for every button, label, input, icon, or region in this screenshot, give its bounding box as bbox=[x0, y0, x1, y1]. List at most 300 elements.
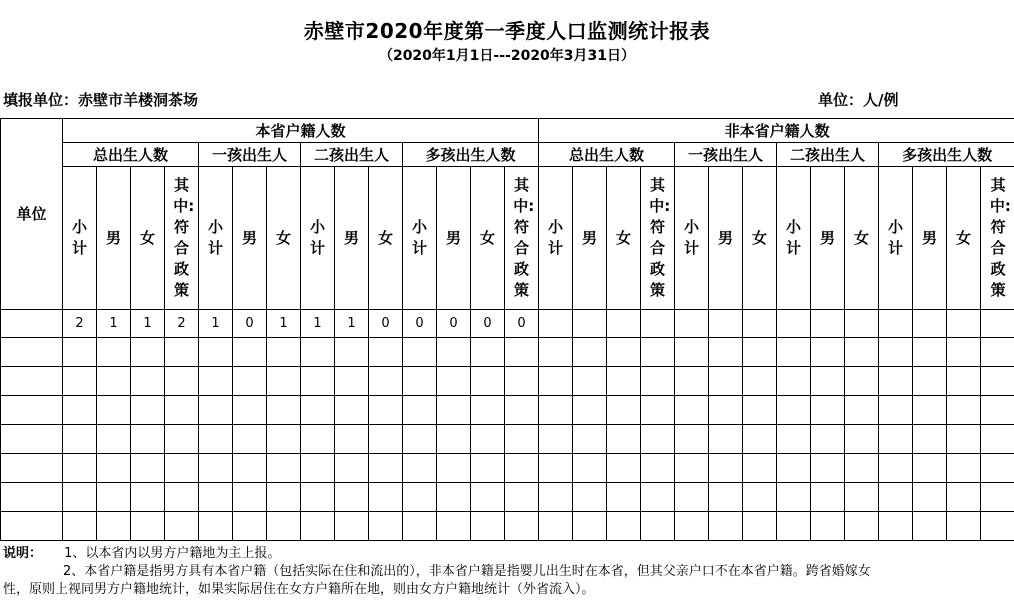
row-unit-cell bbox=[1, 338, 63, 367]
table-cell bbox=[879, 454, 913, 483]
col-header-subtotal bbox=[63, 167, 97, 310]
table-cell bbox=[233, 367, 267, 396]
table-cell: 0 bbox=[369, 310, 403, 338]
table-cell bbox=[131, 454, 165, 483]
table-cell bbox=[267, 425, 301, 454]
table-cell bbox=[131, 425, 165, 454]
table-cell bbox=[709, 367, 743, 396]
col-header-female bbox=[131, 167, 165, 310]
table-row bbox=[1, 396, 1014, 425]
row-unit-cell bbox=[1, 367, 63, 396]
table-cell bbox=[97, 425, 131, 454]
table-cell bbox=[607, 512, 641, 541]
table-cell bbox=[811, 483, 845, 512]
table-cell bbox=[471, 396, 505, 425]
col-header-label: 小计 bbox=[684, 218, 700, 257]
table-cell bbox=[335, 367, 369, 396]
col-header-label: 男 bbox=[241, 228, 257, 247]
col-header-male bbox=[811, 167, 845, 310]
table-cell bbox=[437, 483, 471, 512]
table-cell bbox=[505, 425, 539, 454]
col-header-policy bbox=[981, 167, 1014, 310]
table-cell bbox=[539, 512, 573, 541]
table-cell bbox=[777, 483, 811, 512]
table-cell bbox=[641, 454, 675, 483]
table-cell bbox=[437, 512, 471, 541]
table-cell bbox=[199, 512, 233, 541]
subgroup-header-local-0: 总出生人数 bbox=[63, 143, 199, 167]
table-cell bbox=[97, 512, 131, 541]
table-cell bbox=[743, 454, 777, 483]
table-cell bbox=[573, 425, 607, 454]
table-cell bbox=[165, 425, 199, 454]
table-cell bbox=[505, 338, 539, 367]
table-cell bbox=[879, 512, 913, 541]
table-cell bbox=[301, 338, 335, 367]
table-cell bbox=[913, 454, 947, 483]
table-cell bbox=[471, 512, 505, 541]
table-cell bbox=[947, 310, 981, 338]
table-cell bbox=[981, 483, 1014, 512]
table-cell bbox=[165, 367, 199, 396]
table-cell bbox=[811, 367, 845, 396]
table-cell bbox=[539, 454, 573, 483]
table-cell bbox=[131, 512, 165, 541]
subgroup-header-nonlocal-2: 二孩出生人 bbox=[777, 143, 879, 167]
table-cell bbox=[777, 338, 811, 367]
table-cell bbox=[539, 367, 573, 396]
table-cell bbox=[131, 338, 165, 367]
table-cell bbox=[63, 396, 97, 425]
table-cell bbox=[471, 425, 505, 454]
subgroup-header-nonlocal-1: 一孩出生人 bbox=[675, 143, 777, 167]
table-cell bbox=[981, 512, 1014, 541]
subgroup-header-local-3: 多孩出生人数 bbox=[403, 143, 539, 167]
table-cell bbox=[709, 396, 743, 425]
table-cell bbox=[641, 512, 675, 541]
table-cell bbox=[301, 425, 335, 454]
table-cell bbox=[97, 483, 131, 512]
notes bbox=[3, 545, 1008, 599]
table-cell bbox=[777, 310, 811, 338]
table-cell: 2 bbox=[165, 310, 199, 338]
table-cell bbox=[709, 483, 743, 512]
table-cell bbox=[641, 367, 675, 396]
table-cell bbox=[573, 310, 607, 338]
table-cell bbox=[913, 425, 947, 454]
table-cell bbox=[641, 310, 675, 338]
table-cell bbox=[641, 425, 675, 454]
table-cell bbox=[981, 338, 1014, 367]
col-header-label: 女 bbox=[139, 228, 155, 247]
table-cell bbox=[743, 512, 777, 541]
table-cell bbox=[165, 396, 199, 425]
table-cell bbox=[607, 367, 641, 396]
table-row bbox=[1, 338, 1014, 367]
table-cell bbox=[165, 512, 199, 541]
table-cell: 0 bbox=[437, 310, 471, 338]
notes-lead: 说明： bbox=[3, 546, 43, 561]
col-header-label: 小计 bbox=[548, 218, 564, 257]
table-cell bbox=[641, 483, 675, 512]
table-cell bbox=[505, 483, 539, 512]
col-header-female bbox=[845, 167, 879, 310]
table-cell bbox=[369, 425, 403, 454]
table-cell bbox=[471, 483, 505, 512]
table-cell bbox=[505, 367, 539, 396]
subgroup-header-local-2: 二孩出生人 bbox=[301, 143, 403, 167]
col-header-label: 男 bbox=[445, 228, 461, 247]
table-cell bbox=[913, 367, 947, 396]
table-cell bbox=[301, 367, 335, 396]
table-cell bbox=[403, 483, 437, 512]
table-cell: 0 bbox=[233, 310, 267, 338]
table-cell: 1 bbox=[301, 310, 335, 338]
table-cell bbox=[675, 454, 709, 483]
table-cell bbox=[845, 512, 879, 541]
table-row bbox=[1, 367, 1014, 396]
row-unit-cell bbox=[1, 425, 63, 454]
table-cell: 2 bbox=[63, 310, 97, 338]
col-header-label: 小计 bbox=[786, 218, 802, 257]
table-cell bbox=[63, 425, 97, 454]
table-cell bbox=[981, 367, 1014, 396]
table-cell bbox=[947, 367, 981, 396]
table-cell bbox=[539, 425, 573, 454]
table-cell bbox=[981, 425, 1014, 454]
table-cell bbox=[233, 425, 267, 454]
table-cell bbox=[607, 425, 641, 454]
table-cell bbox=[369, 454, 403, 483]
col-header-male bbox=[709, 167, 743, 310]
col-header-label: 女 bbox=[479, 228, 495, 247]
table-cell bbox=[267, 512, 301, 541]
table-cell bbox=[471, 338, 505, 367]
table-cell: 1 bbox=[199, 310, 233, 338]
table-cell bbox=[675, 367, 709, 396]
row-unit-cell bbox=[1, 396, 63, 425]
table-cell bbox=[369, 338, 403, 367]
col-header-label: 小计 bbox=[309, 218, 325, 257]
table-cell bbox=[743, 425, 777, 454]
table-cell bbox=[845, 454, 879, 483]
table-cell bbox=[777, 454, 811, 483]
col-header-label: 男 bbox=[718, 228, 734, 247]
table-cell bbox=[301, 454, 335, 483]
table-cell bbox=[335, 425, 369, 454]
table-cell bbox=[403, 454, 437, 483]
table-cell bbox=[233, 454, 267, 483]
table-cell bbox=[335, 512, 369, 541]
reporting-unit: 填报单位：赤壁市羊楼洞茶场 bbox=[3, 91, 199, 109]
table-cell bbox=[403, 367, 437, 396]
group-header-nonlocal: 非本省户籍人数 bbox=[539, 119, 1014, 143]
table-cell bbox=[879, 367, 913, 396]
group-header-local: 本省户籍人数 bbox=[63, 119, 539, 143]
col-header-subtotal bbox=[777, 167, 811, 310]
table-cell bbox=[335, 396, 369, 425]
col-header-label: 女 bbox=[275, 228, 291, 247]
table-cell: 0 bbox=[505, 310, 539, 338]
table-cell bbox=[777, 425, 811, 454]
header-row-subgroups bbox=[1, 143, 1014, 167]
table-row bbox=[1, 512, 1014, 541]
table-cell bbox=[811, 425, 845, 454]
table-cell bbox=[811, 396, 845, 425]
table-cell bbox=[267, 396, 301, 425]
table-cell bbox=[845, 310, 879, 338]
subgroup-header-nonlocal-0: 总出生人数 bbox=[539, 143, 675, 167]
table-cell bbox=[403, 396, 437, 425]
table-cell bbox=[573, 396, 607, 425]
date-range: （2020年1月1日---2020年3月31日） bbox=[378, 48, 636, 64]
table-cell bbox=[63, 483, 97, 512]
col-header-subtotal bbox=[675, 167, 709, 310]
table-cell bbox=[539, 310, 573, 338]
table-cell bbox=[777, 512, 811, 541]
table-cell bbox=[573, 483, 607, 512]
col-header-policy bbox=[165, 167, 199, 310]
table-cell bbox=[573, 454, 607, 483]
table-cell bbox=[63, 512, 97, 541]
table-cell bbox=[845, 483, 879, 512]
note-item-1: 1、以本省内以男方户籍地为主上报。 bbox=[64, 546, 281, 561]
table-cell bbox=[199, 425, 233, 454]
table-cell bbox=[403, 338, 437, 367]
table-cell bbox=[879, 396, 913, 425]
table-cell bbox=[981, 454, 1014, 483]
col-header-female bbox=[471, 167, 505, 310]
table-cell: 1 bbox=[267, 310, 301, 338]
table-cell bbox=[403, 512, 437, 541]
col-header-male bbox=[233, 167, 267, 310]
col-header-label: 小计 bbox=[888, 218, 904, 257]
table-cell bbox=[471, 454, 505, 483]
table-cell bbox=[607, 310, 641, 338]
table-cell bbox=[267, 454, 301, 483]
table-cell bbox=[947, 396, 981, 425]
table-cell bbox=[403, 425, 437, 454]
col-header-subtotal bbox=[301, 167, 335, 310]
table-cell bbox=[199, 396, 233, 425]
table-cell bbox=[233, 483, 267, 512]
col-header-policy bbox=[505, 167, 539, 310]
table-cell bbox=[947, 338, 981, 367]
table-cell bbox=[131, 483, 165, 512]
table-cell bbox=[437, 338, 471, 367]
col-header-female bbox=[743, 167, 777, 310]
table-cell bbox=[505, 454, 539, 483]
table-cell bbox=[675, 396, 709, 425]
table-cell bbox=[913, 338, 947, 367]
table-cell bbox=[471, 367, 505, 396]
table-cell: 0 bbox=[471, 310, 505, 338]
table-cell bbox=[539, 483, 573, 512]
col-header-label: 女 bbox=[752, 228, 768, 247]
table-row bbox=[1, 425, 1014, 454]
table-cell bbox=[97, 367, 131, 396]
table-cell bbox=[165, 483, 199, 512]
table-cell bbox=[845, 367, 879, 396]
table-cell bbox=[913, 310, 947, 338]
table-cell bbox=[335, 483, 369, 512]
col-header-policy bbox=[641, 167, 675, 310]
table-cell bbox=[777, 367, 811, 396]
table-cell bbox=[573, 367, 607, 396]
table-cell bbox=[811, 454, 845, 483]
col-header-subtotal bbox=[879, 167, 913, 310]
table-cell bbox=[913, 396, 947, 425]
table-cell bbox=[947, 425, 981, 454]
col-header-subtotal bbox=[539, 167, 573, 310]
note-item-2b: 性，原则上视同男方户籍地统计，如果实际居住在女方户籍所在地，则由女方户籍地统计（外省流入）。 bbox=[3, 582, 595, 597]
table-cell bbox=[267, 483, 301, 512]
row-unit-cell bbox=[1, 310, 63, 338]
table-cell bbox=[63, 338, 97, 367]
table-cell bbox=[97, 396, 131, 425]
table-cell bbox=[369, 483, 403, 512]
unit-label: 单位：人/例 bbox=[818, 91, 899, 109]
table-cell bbox=[199, 454, 233, 483]
row-unit-cell bbox=[1, 454, 63, 483]
table-cell bbox=[777, 396, 811, 425]
table-row bbox=[1, 454, 1014, 483]
table-cell bbox=[879, 338, 913, 367]
report-table bbox=[0, 118, 1014, 541]
col-header-label: 女 bbox=[616, 228, 632, 247]
col-header-label: 男 bbox=[922, 228, 938, 247]
table-cell bbox=[709, 454, 743, 483]
col-header-female bbox=[369, 167, 403, 310]
table-cell bbox=[369, 396, 403, 425]
table-cell bbox=[947, 483, 981, 512]
table-cell bbox=[199, 367, 233, 396]
col-header-label: 女 bbox=[956, 228, 972, 247]
table-cell bbox=[709, 310, 743, 338]
table-cell bbox=[131, 367, 165, 396]
table-cell bbox=[437, 396, 471, 425]
table-cell bbox=[607, 396, 641, 425]
table-cell bbox=[607, 454, 641, 483]
table-cell bbox=[675, 310, 709, 338]
table-cell bbox=[947, 454, 981, 483]
table-cell bbox=[981, 310, 1014, 338]
col-header-label: 小计 bbox=[411, 218, 427, 257]
note-item-2a: 2、本省户籍是指男方具有本省户籍（包括实际在住和流出的），非本省户籍是指婴儿出生时在本省，但其父亲户口不在本省户籍。跨省婚嫁女 bbox=[63, 564, 871, 579]
table-cell bbox=[709, 512, 743, 541]
table-cell bbox=[97, 454, 131, 483]
table-cell bbox=[97, 338, 131, 367]
table-cell bbox=[539, 338, 573, 367]
table-cell bbox=[437, 367, 471, 396]
table-cell bbox=[675, 512, 709, 541]
table-cell bbox=[743, 367, 777, 396]
col-header-male bbox=[913, 167, 947, 310]
col-header-female bbox=[607, 167, 641, 310]
table-cell bbox=[437, 454, 471, 483]
table-cell bbox=[233, 338, 267, 367]
table-cell bbox=[709, 425, 743, 454]
header-row-columns bbox=[1, 167, 1014, 310]
col-header-male bbox=[335, 167, 369, 310]
table-cell bbox=[301, 396, 335, 425]
table-cell bbox=[879, 310, 913, 338]
table-cell bbox=[335, 338, 369, 367]
col-header-label: 男 bbox=[582, 228, 598, 247]
table-cell bbox=[165, 338, 199, 367]
table-cell bbox=[199, 338, 233, 367]
table-cell bbox=[199, 483, 233, 512]
col-header-label: 男 bbox=[105, 228, 121, 247]
table-cell bbox=[743, 310, 777, 338]
col-header-label: 其中:符合政策 bbox=[513, 176, 535, 299]
unit-header: 单位 bbox=[1, 119, 63, 310]
table-cell bbox=[505, 396, 539, 425]
table-cell bbox=[743, 338, 777, 367]
table-cell bbox=[233, 512, 267, 541]
col-header-label: 女 bbox=[854, 228, 870, 247]
table-cell bbox=[131, 396, 165, 425]
table-cell bbox=[437, 425, 471, 454]
table-cell bbox=[63, 454, 97, 483]
col-header-female bbox=[947, 167, 981, 310]
subgroup-header-nonlocal-3: 多孩出生人数 bbox=[879, 143, 1014, 167]
col-header-label: 其中:符合政策 bbox=[649, 176, 671, 299]
table-row bbox=[1, 310, 1014, 338]
table-cell bbox=[743, 396, 777, 425]
table-cell bbox=[233, 396, 267, 425]
table-cell bbox=[641, 338, 675, 367]
table-cell bbox=[947, 512, 981, 541]
col-header-female bbox=[267, 167, 301, 310]
col-header-male bbox=[97, 167, 131, 310]
subgroup-header-local-1: 一孩出生人 bbox=[199, 143, 301, 167]
table-cell bbox=[981, 396, 1014, 425]
col-header-male bbox=[437, 167, 471, 310]
table-cell: 0 bbox=[403, 310, 437, 338]
table-cell bbox=[743, 483, 777, 512]
table-cell bbox=[505, 512, 539, 541]
table-cell bbox=[267, 338, 301, 367]
row-unit-cell bbox=[1, 512, 63, 541]
table-cell bbox=[709, 338, 743, 367]
table-cell bbox=[607, 483, 641, 512]
table-cell bbox=[165, 454, 199, 483]
table-cell bbox=[845, 396, 879, 425]
table-cell bbox=[811, 310, 845, 338]
table-cell bbox=[675, 338, 709, 367]
table-cell bbox=[539, 396, 573, 425]
col-header-label: 小计 bbox=[207, 218, 223, 257]
table-cell bbox=[335, 454, 369, 483]
table-cell bbox=[845, 425, 879, 454]
table-cell bbox=[879, 425, 913, 454]
col-header-label: 男 bbox=[343, 228, 359, 247]
table-cell bbox=[607, 338, 641, 367]
col-header-label: 男 bbox=[820, 228, 836, 247]
table-cell bbox=[845, 338, 879, 367]
col-header-male bbox=[573, 167, 607, 310]
col-header-subtotal bbox=[403, 167, 437, 310]
col-header-label: 小计 bbox=[71, 218, 87, 257]
table-row bbox=[1, 483, 1014, 512]
table-cell bbox=[641, 396, 675, 425]
col-header-subtotal bbox=[199, 167, 233, 310]
table-cell: 1 bbox=[97, 310, 131, 338]
table-cell bbox=[913, 483, 947, 512]
col-header-label: 其中:符合政策 bbox=[989, 176, 1011, 299]
table-cell: 1 bbox=[131, 310, 165, 338]
